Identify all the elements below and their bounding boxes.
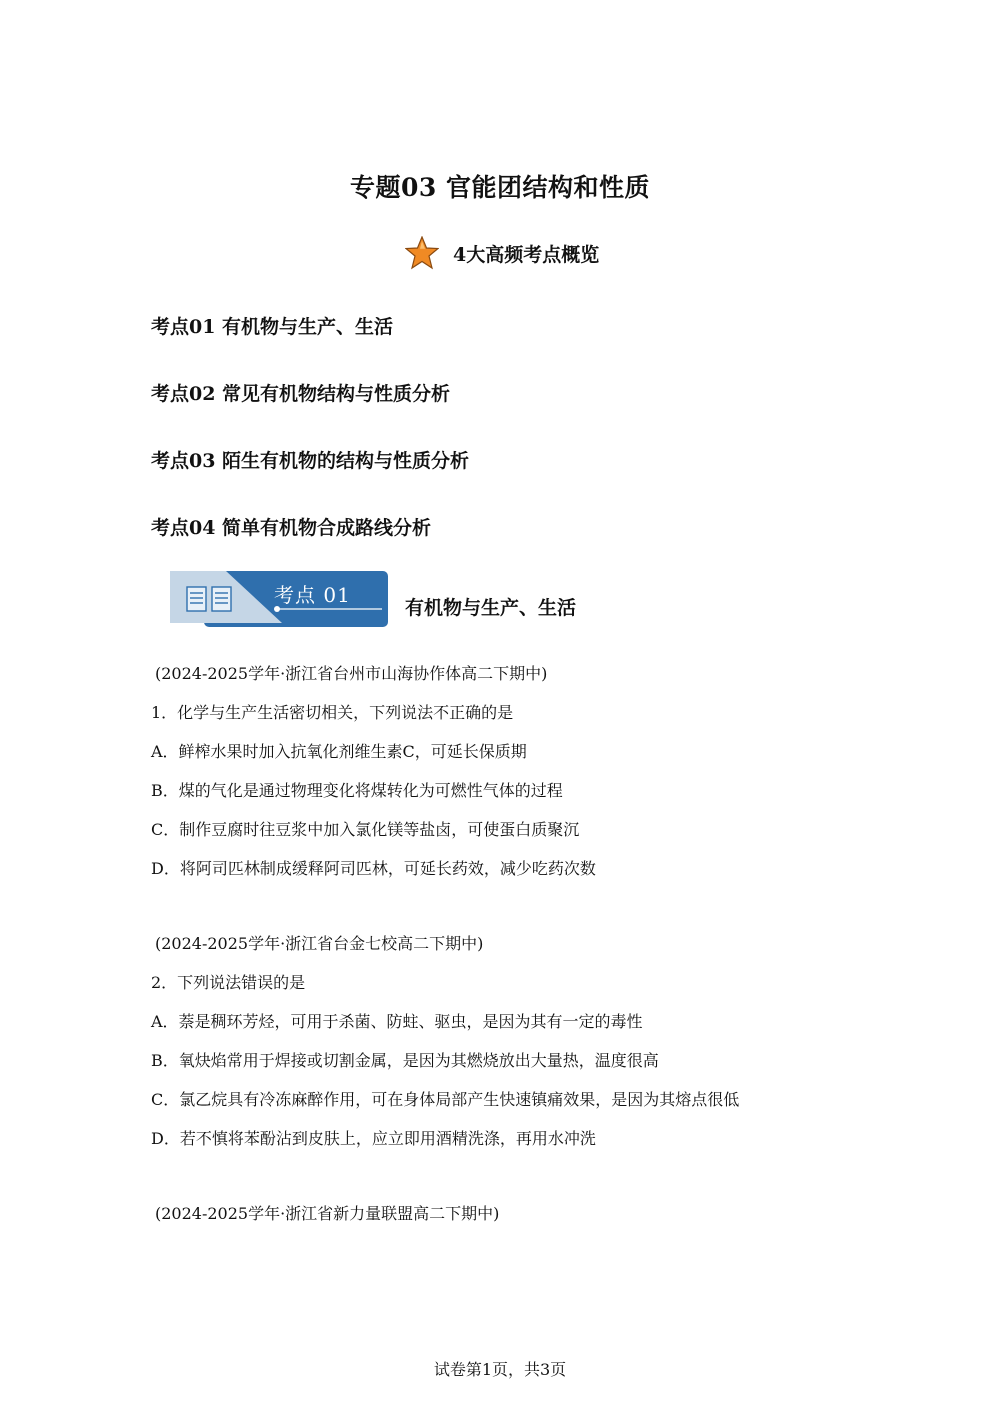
question-option: A．萘是稠环芳烃，可用于杀菌、防蛀、驱虫，是因为其有一定的毒性 — [151, 1012, 643, 1031]
kaodian-item: 考点02 常见有机物结构与性质分析 — [151, 383, 451, 405]
kaodian-item: 考点03 陌生有机物的结构与性质分析 — [151, 450, 470, 472]
question-option: B．氧炔焰常用于焊接或切割金属，是因为其燃烧放出大量热，温度很高 — [151, 1051, 659, 1070]
page-title: 专题03 官能团结构和性质 — [350, 173, 650, 202]
star-icon — [405, 236, 439, 270]
question-option: D．将阿司匹林制成缓释阿司匹林，可延长药效，减少吃药次数 — [151, 859, 596, 878]
kaodian-item: 考点04 简单有机物合成路线分析 — [151, 517, 432, 539]
question-source: (2024-2025学年·浙江省台州市山海协作体高二下期中) — [155, 664, 548, 683]
kaodian-item: 考点01 有机物与生产、生活 — [151, 316, 394, 338]
section-banner — [170, 567, 388, 629]
question-stem: 2．下列说法错误的是 — [151, 973, 306, 992]
question-source: (2024-2025学年·浙江省台金七校高二下期中) — [155, 934, 484, 953]
overview-heading — [405, 236, 599, 270]
overview-label: 4大高频考点概览 — [453, 243, 600, 266]
question-option: D．若不慎将苯酚沾到皮肤上，应立即用酒精洗涤，再用水冲洗 — [151, 1129, 596, 1148]
section-title: 有机物与生产、生活 — [405, 597, 577, 619]
question-source: (2024-2025学年·浙江省新力量联盟高二下期中) — [155, 1204, 500, 1223]
question-stem: 1．化学与生产生活密切相关，下列说法不正确的是 — [151, 703, 514, 722]
question-option: B．煤的气化是通过物理变化将煤转化为可燃性气体的过程 — [151, 781, 563, 800]
page-footer: 试卷第1页，共3页 — [433, 1360, 567, 1379]
question-option: C．氯乙烷具有冷冻麻醉作用，可在身体局部产生快速镇痛效果，是因为其熔点很低 — [151, 1090, 740, 1109]
question-option: C．制作豆腐时往豆浆中加入氯化镁等盐卤，可使蛋白质聚沉 — [151, 820, 580, 839]
section-badge: 考点 01 — [274, 583, 351, 607]
question-option: A．鲜榨水果时加入抗氧化剂维生素C，可延长保质期 — [151, 742, 527, 761]
